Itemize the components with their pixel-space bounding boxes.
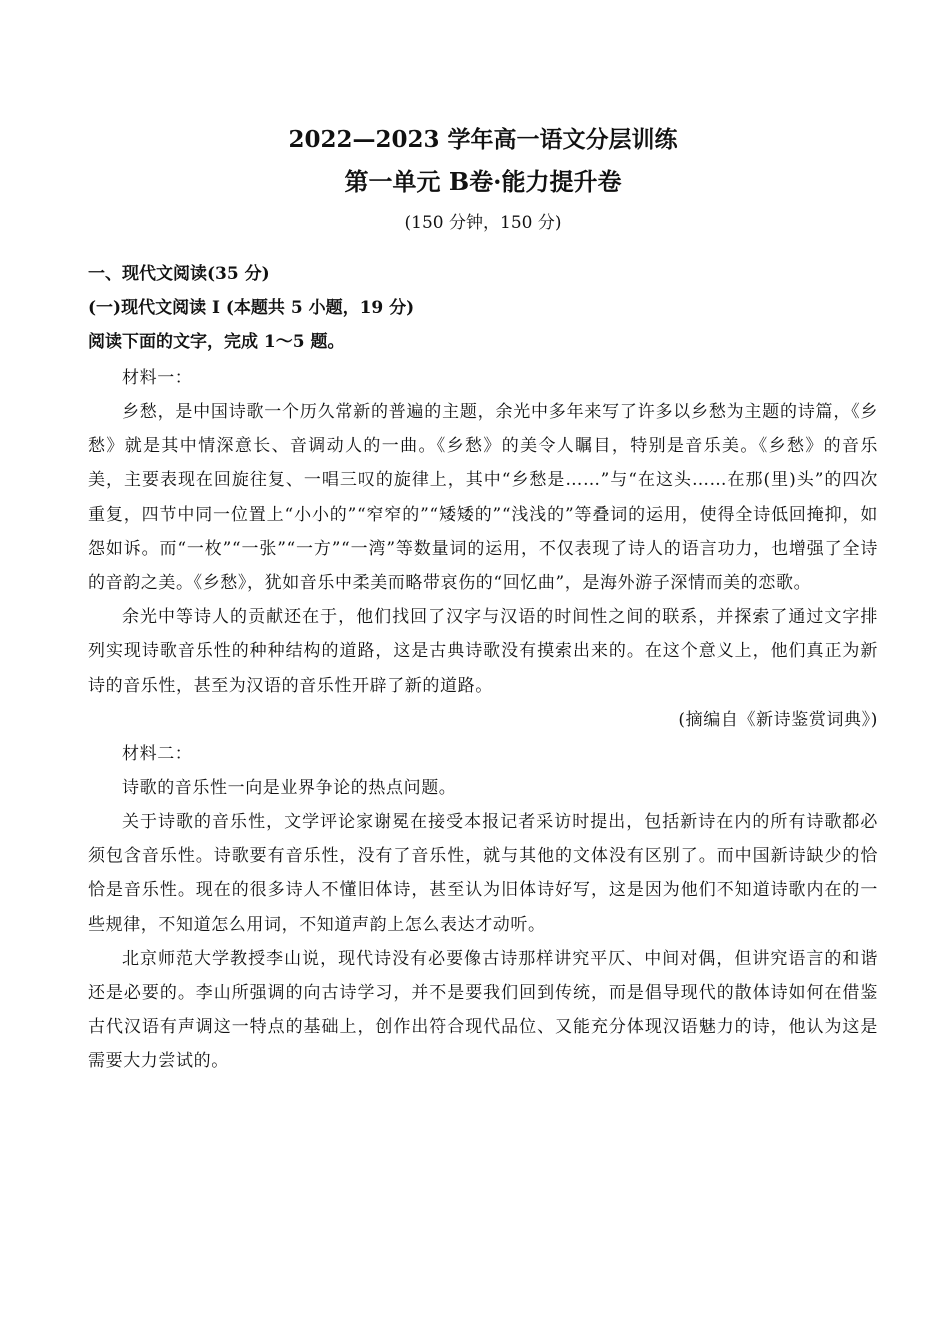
reading-instruction: 阅读下面的文字，完成 1～5 题。 (88, 332, 345, 352)
material2-label: 材料二： (122, 743, 193, 764)
material1-source: (摘编自《新诗鉴赏词典》) (678, 709, 878, 730)
exam-page (88, 120, 878, 1079)
material1-paragraph-2: 余光中等诗人的贡献还在于，他们找回了汉字与汉语的时间性之间的联系，并探索了通过文字排列实现诗歌音乐性的种种结构的道路，这是古典诗歌没有摸索出来的。在这个意义上，他们真正为新诗的音乐性，甚至为汉语的音乐性开辟了新的道路。 (88, 607, 878, 696)
time-score-info: (150 分钟，150 分) (404, 213, 562, 233)
exam-title: 2022—2023 学年高一语文分层训练 (288, 126, 678, 153)
material1-label: 材料一： (122, 368, 193, 388)
material2-paragraph-2: 关于诗歌的音乐性，文学评论家谢冕在接受本报记者采访时提出，包括新诗在内的所有诗歌都必须包含音乐性。诗歌要有音乐性，没有了音乐性，就与其他的文体没有区别了。而中国新诗缺少的恰恰是音乐性。现在的很多诗人不懂旧体诗，甚至认为旧体诗好写，这是因为他们不知道诗歌内在的一些规律，不知道怎么用词，不知道声韵上怎么表达才动听。 (88, 812, 878, 935)
exam-subtitle: 第一单元 B卷·能力提升卷 (344, 167, 622, 196)
section-heading: 一、现代文阅读(35 分) (88, 264, 270, 284)
subsection-heading: (一)现代文阅读 I (本题共 5 小题，19 分) (88, 298, 415, 318)
material1-paragraph-1: 乡愁，是中国诗歌一个历久常新的普遍的主题，余光中多年来写了许多以乡愁为主题的诗篇，《乡愁》就是其中情深意长、音调动人的一曲。《乡愁》的美令人瞩目，特别是音乐美。《乡愁》的音乐美，主要表现在回旋往复、一唱三叹的旋律上，其中“乡愁是……”与“在这头……在那(里)头”的四次重复，四节中同一位置上“小小的”“窄窄的”“矮矮的”“浅浅的”等叠词的运用，使得全诗低回掩抑，如怨如诉。而“一枚”“一张”“一方”“一湾”等数量词的运用，不仅表现了诗人的语言功力，也增强了全诗的音韵之美。《乡愁》，犹如音乐中柔美而略带哀伤的“回忆曲”，是海外游子深情而美的恋歌。 (88, 402, 878, 594)
material2-paragraph-3: 北京师范大学教授李山说，现代诗没有必要像古诗那样讲究平仄、中间对偶，但讲究语言的和谐还是必要的。李山所强调的向古诗学习，并不是要我们回到传统，而是倡导现代的散体诗如何在借鉴古代汉语有声调这一特点的基础上，创作出符合现代品位、又能充分体现汉语魅力的诗，他认为这是需要大力尝试的。 (88, 948, 878, 1072)
material2-paragraph-1: 诗歌的音乐性一向是业界争论的热点问题。 (122, 777, 457, 798)
